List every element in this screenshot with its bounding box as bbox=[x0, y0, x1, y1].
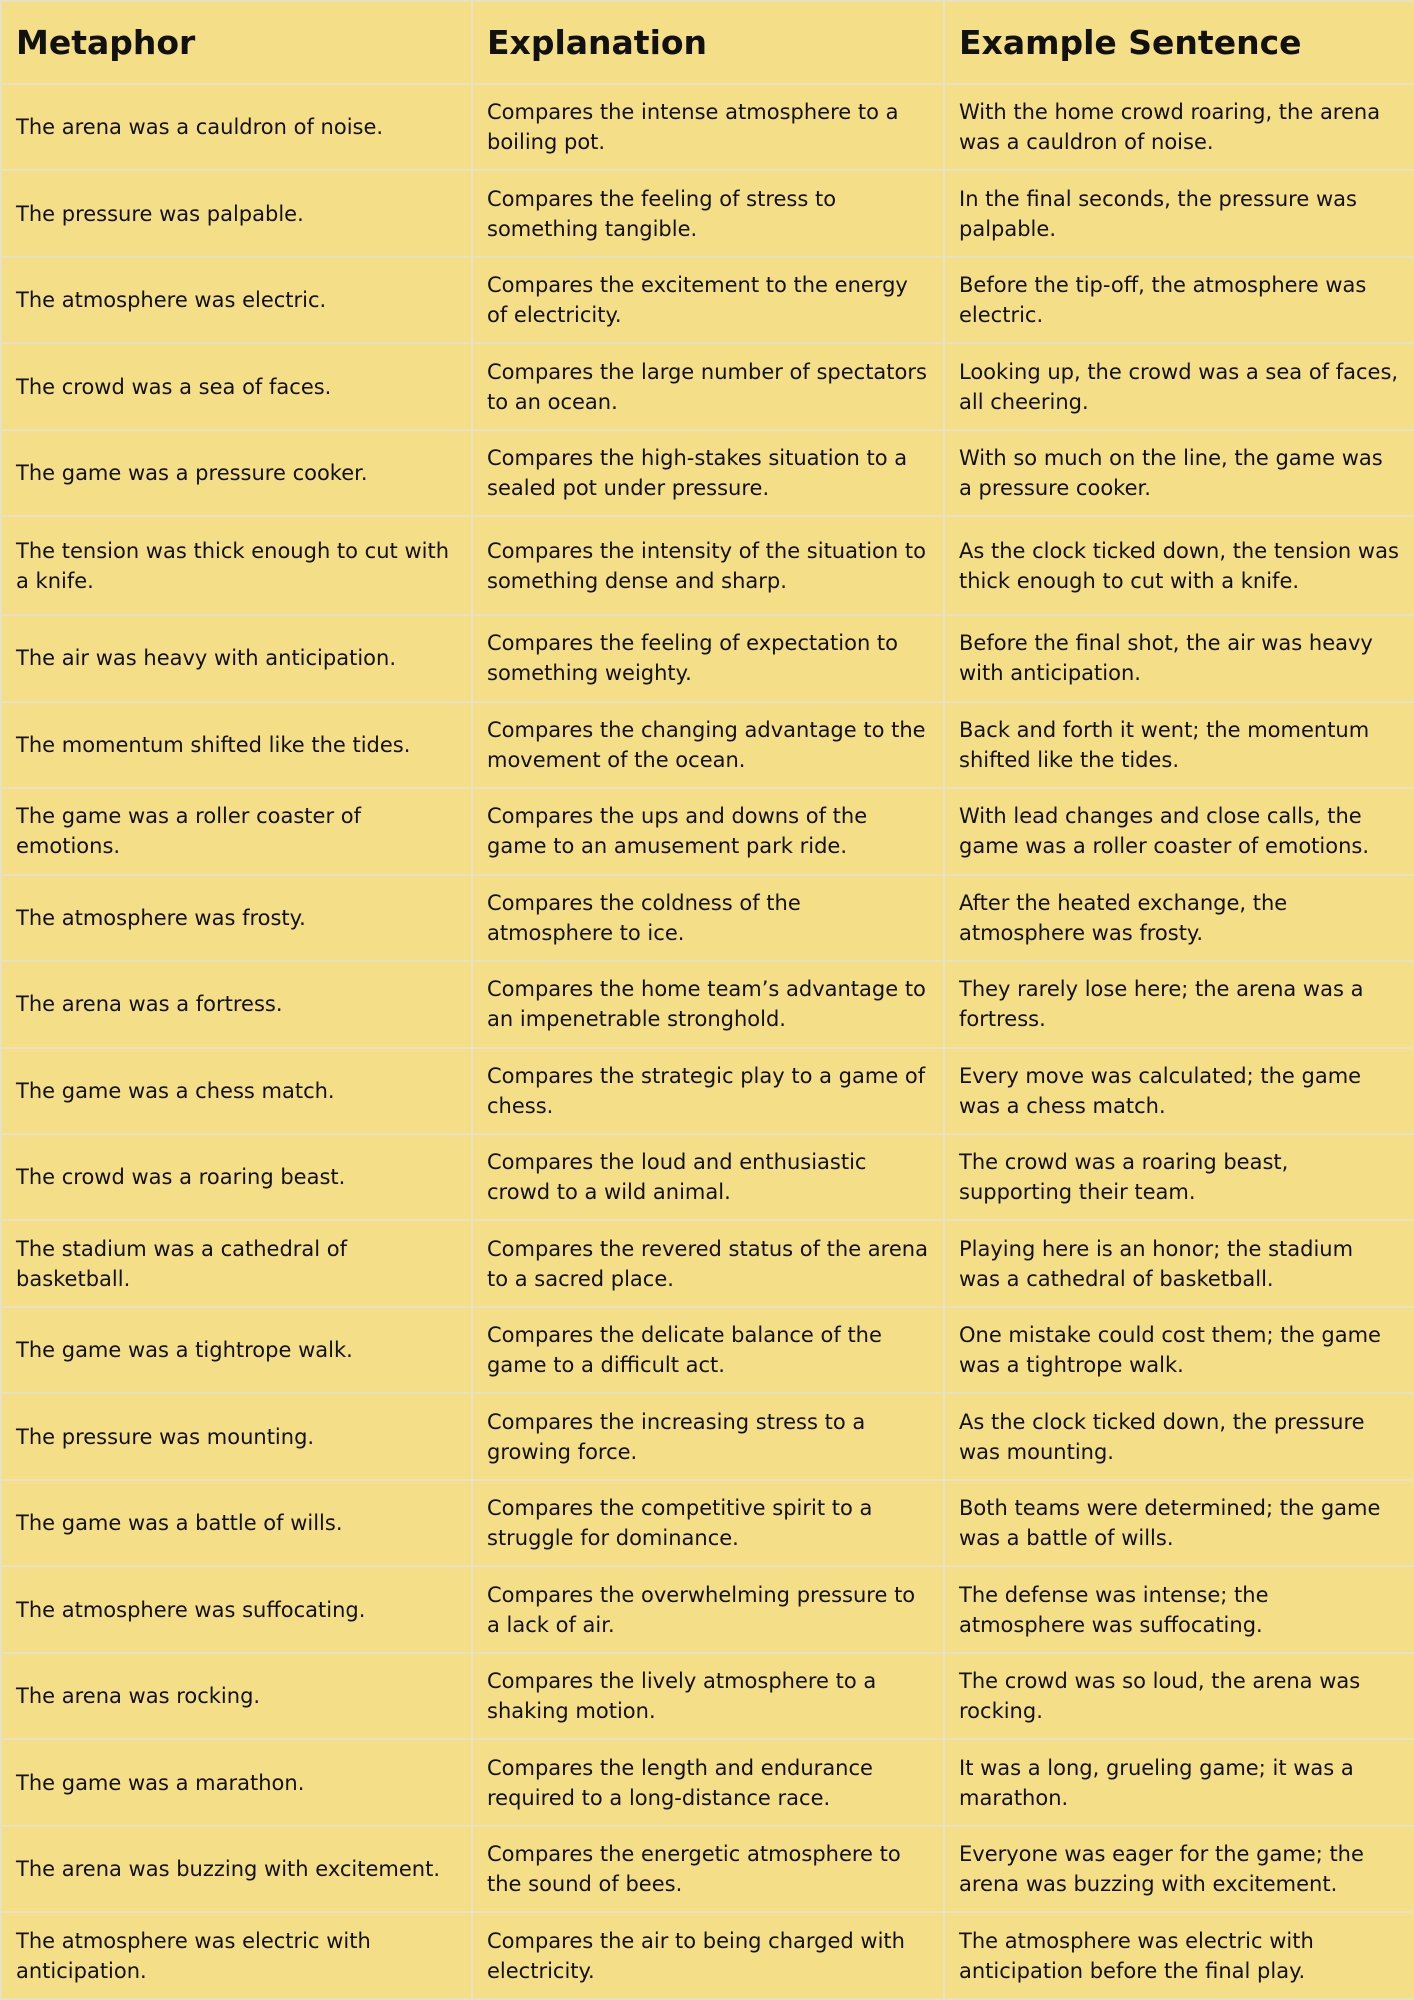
metaphor-cell: The crowd was a sea of faces. bbox=[1, 343, 472, 429]
table-row bbox=[1, 1566, 1414, 1652]
table-row bbox=[1, 615, 1414, 701]
metaphor-cell: The atmosphere was electric with anticipation. bbox=[1, 1912, 472, 1999]
table-row bbox=[1, 1480, 1414, 1566]
metaphor-cell: The air was heavy with anticipation. bbox=[1, 615, 472, 701]
metaphor-cell: The tension was thick enough to cut with a knife. bbox=[1, 516, 472, 615]
metaphor-cell: The arena was rocking. bbox=[1, 1653, 472, 1739]
metaphor-cell: The stadium was a cathedral of basketball. bbox=[1, 1220, 472, 1306]
table-row bbox=[1, 1134, 1414, 1220]
example-cell: The atmosphere was electric with anticipation before the final play. bbox=[944, 1912, 1414, 1999]
metaphor-cell: The pressure was mounting. bbox=[1, 1393, 472, 1479]
explanation-cell: Compares the intensity of the situation to something dense and sharp. bbox=[472, 516, 944, 615]
table-row bbox=[1, 430, 1414, 516]
metaphor-cell: The game was a battle of wills. bbox=[1, 1480, 472, 1566]
metaphor-cell: The game was a pressure cooker. bbox=[1, 430, 472, 516]
example-cell: Before the final shot, the air was heavy with anticipation. bbox=[944, 615, 1414, 701]
explanation-cell: Compares the loud and enthusiastic crowd to a wild animal. bbox=[472, 1134, 944, 1220]
example-cell: Playing here is an honor; the stadium was a cathedral of basketball. bbox=[944, 1220, 1414, 1306]
table-row bbox=[1, 875, 1414, 961]
example-cell: In the final seconds, the pressure was palpable. bbox=[944, 170, 1414, 256]
explanation-cell: Compares the delicate balance of the game to a difficult act. bbox=[472, 1307, 944, 1393]
example-cell: It was a long, grueling game; it was a marathon. bbox=[944, 1739, 1414, 1825]
metaphor-cell: The atmosphere was electric. bbox=[1, 257, 472, 343]
metaphor-cell: The atmosphere was suffocating. bbox=[1, 1566, 472, 1652]
table-body bbox=[1, 84, 1414, 1999]
metaphor-cell: The momentum shifted like the tides. bbox=[1, 702, 472, 788]
example-cell: Back and forth it went; the momentum shifted like the tides. bbox=[944, 702, 1414, 788]
metaphor-cell: The arena was a cauldron of noise. bbox=[1, 84, 472, 170]
table-row bbox=[1, 1826, 1414, 1912]
table-row bbox=[1, 257, 1414, 343]
example-cell: Every move was calculated; the game was a chess match. bbox=[944, 1048, 1414, 1134]
example-cell: With the home crowd roaring, the arena was a cauldron of noise. bbox=[944, 84, 1414, 170]
table-row bbox=[1, 1653, 1414, 1739]
explanation-cell: Compares the large number of spectators to an ocean. bbox=[472, 343, 944, 429]
explanation-cell: Compares the length and endurance required to a long-distance race. bbox=[472, 1739, 944, 1825]
table-row bbox=[1, 1048, 1414, 1134]
metaphor-cell: The game was a roller coaster of emotions. bbox=[1, 788, 472, 874]
example-cell: The crowd was a roaring beast, supporting their team. bbox=[944, 1134, 1414, 1220]
explanation-cell: Compares the strategic play to a game of chess. bbox=[472, 1048, 944, 1134]
example-cell: The defense was intense; the atmosphere was suffocating. bbox=[944, 1566, 1414, 1652]
example-cell: As the clock ticked down, the pressure was mounting. bbox=[944, 1393, 1414, 1479]
metaphor-cell: The game was a marathon. bbox=[1, 1739, 472, 1825]
metaphor-cell: The pressure was palpable. bbox=[1, 170, 472, 256]
explanation-cell: Compares the coldness of the atmosphere to ice. bbox=[472, 875, 944, 961]
header-metaphor: Metaphor bbox=[1, 1, 472, 84]
example-cell: Everyone was eager for the game; the arena was buzzing with excitement. bbox=[944, 1826, 1414, 1912]
explanation-cell: Compares the ups and downs of the game to an amusement park ride. bbox=[472, 788, 944, 874]
metaphor-cell: The crowd was a roaring beast. bbox=[1, 1134, 472, 1220]
explanation-cell: Compares the excitement to the energy of electricity. bbox=[472, 257, 944, 343]
table-row bbox=[1, 961, 1414, 1047]
header-row bbox=[1, 1, 1414, 84]
explanation-cell: Compares the revered status of the arena to a sacred place. bbox=[472, 1220, 944, 1306]
table-row bbox=[1, 84, 1414, 170]
table-header bbox=[1, 1, 1414, 84]
header-example-sentence: Example Sentence bbox=[944, 1, 1414, 84]
metaphor-cell: The game was a tightrope walk. bbox=[1, 1307, 472, 1393]
table-row bbox=[1, 343, 1414, 429]
example-cell: Before the tip-off, the atmosphere was electric. bbox=[944, 257, 1414, 343]
table-row bbox=[1, 702, 1414, 788]
table-row bbox=[1, 516, 1414, 615]
example-cell: The crowd was so loud, the arena was rocking. bbox=[944, 1653, 1414, 1739]
example-cell: They rarely lose here; the arena was a fortress. bbox=[944, 961, 1414, 1047]
table-row bbox=[1, 788, 1414, 874]
header-explanation: Explanation bbox=[472, 1, 944, 84]
metaphor-cell: The game was a chess match. bbox=[1, 1048, 472, 1134]
metaphor-cell: The arena was buzzing with excitement. bbox=[1, 1826, 472, 1912]
table-row bbox=[1, 1912, 1414, 1999]
example-cell: One mistake could cost them; the game was a tightrope walk. bbox=[944, 1307, 1414, 1393]
explanation-cell: Compares the feeling of stress to something tangible. bbox=[472, 170, 944, 256]
metaphor-cell: The atmosphere was frosty. bbox=[1, 875, 472, 961]
example-cell: Looking up, the crowd was a sea of faces, all cheering. bbox=[944, 343, 1414, 429]
explanation-cell: Compares the feeling of expectation to something weighty. bbox=[472, 615, 944, 701]
example-cell: After the heated exchange, the atmosphere was frosty. bbox=[944, 875, 1414, 961]
explanation-cell: Compares the overwhelming pressure to a lack of air. bbox=[472, 1566, 944, 1652]
table-row bbox=[1, 1739, 1414, 1825]
explanation-cell: Compares the intense atmosphere to a boiling pot. bbox=[472, 84, 944, 170]
example-cell: Both teams were determined; the game was a battle of wills. bbox=[944, 1480, 1414, 1566]
explanation-cell: Compares the energetic atmosphere to the sound of bees. bbox=[472, 1826, 944, 1912]
explanation-cell: Compares the competitive spirit to a struggle for dominance. bbox=[472, 1480, 944, 1566]
explanation-cell: Compares the lively atmosphere to a shaking motion. bbox=[472, 1653, 944, 1739]
explanation-cell: Compares the high-stakes situation to a sealed pot under pressure. bbox=[472, 430, 944, 516]
example-cell: With so much on the line, the game was a pressure cooker. bbox=[944, 430, 1414, 516]
metaphor-cell: The arena was a fortress. bbox=[1, 961, 472, 1047]
explanation-cell: Compares the home team’s advantage to an impenetrable stronghold. bbox=[472, 961, 944, 1047]
table-row bbox=[1, 1307, 1414, 1393]
explanation-cell: Compares the changing advantage to the movement of the ocean. bbox=[472, 702, 944, 788]
table-row bbox=[1, 170, 1414, 256]
example-cell: As the clock ticked down, the tension was thick enough to cut with a knife. bbox=[944, 516, 1414, 615]
example-cell: With lead changes and close calls, the game was a roller coaster of emotions. bbox=[944, 788, 1414, 874]
table-row bbox=[1, 1393, 1414, 1479]
table-row bbox=[1, 1220, 1414, 1306]
explanation-cell: Compares the air to being charged with electricity. bbox=[472, 1912, 944, 1999]
explanation-cell: Compares the increasing stress to a growing force. bbox=[472, 1393, 944, 1479]
